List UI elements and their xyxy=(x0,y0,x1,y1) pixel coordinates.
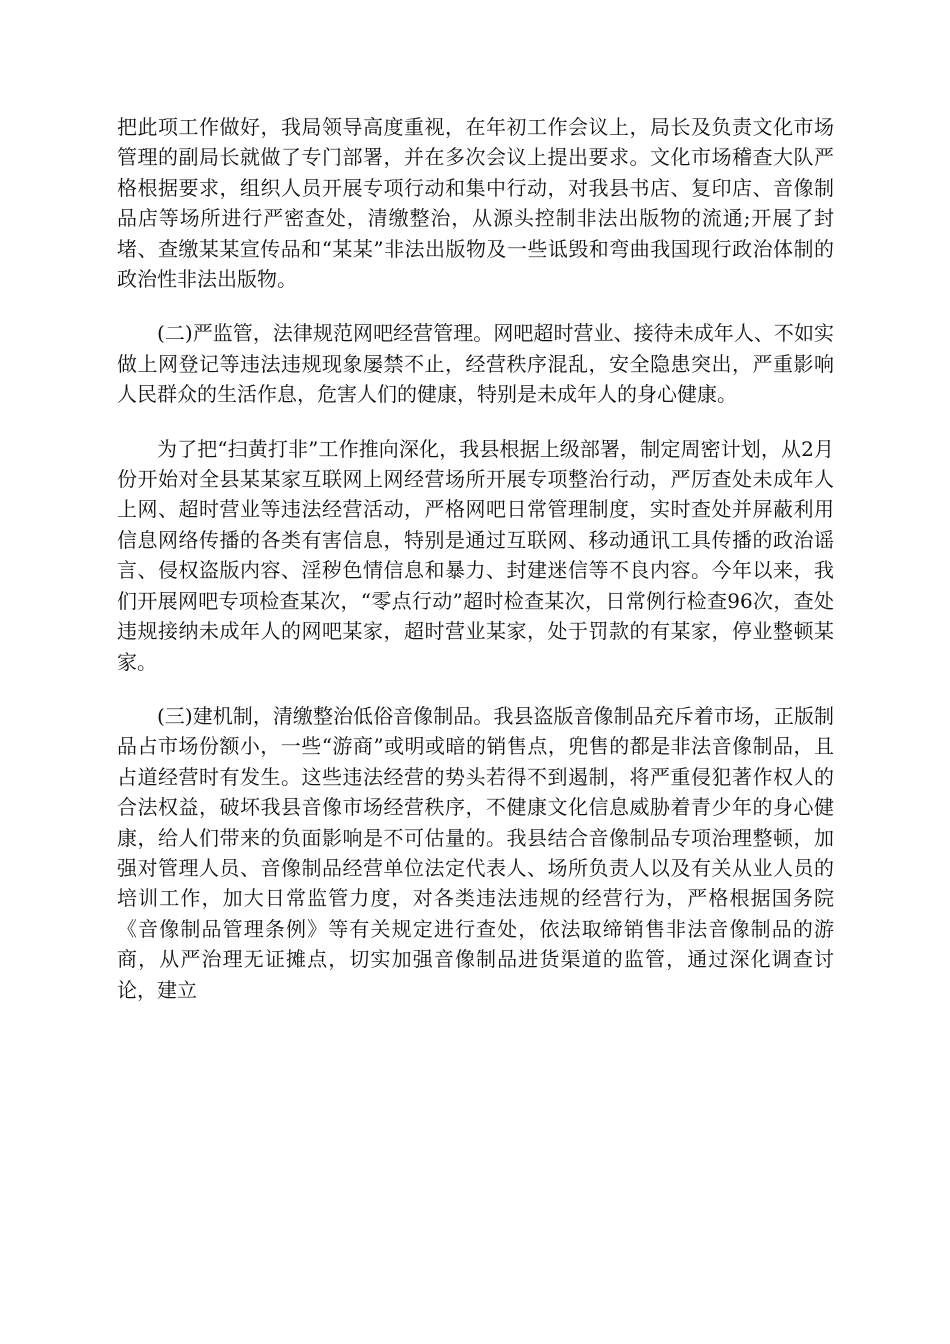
paragraph-internet-cafe-regulation: (二)严监管，法律规范网吧经营管理。网吧超时营业、接待未成年人、不如实做上网登记等违法违规现象屡禁不止，经营秩序混乱，安全隐患突出，严重影响人民群众的生活作息，危害人们的健康，特别是未成年人的身心健康。 xyxy=(117,321,834,407)
document-body xyxy=(117,112,834,1029)
paragraph-special-rectification: 为了把“扫黄打非”工作推向深化，我县根据上级部署，制定周密计划，从2月份开始对全县某某家互联网上网经营场所开展专项整治行动，严厉查处未成年人上网、超时营业等违法经营活动，严格网吧日常管理制度，实时查处并屏蔽利用信息网络传播的各类有害信息，特别是通过互联网、移动通讯工具传播的政治谣言、侵权盗版内容、淫秽色情信息和暴力、封建迷信等不良内容。今年以来，我们开展网吧专项检查某次，“零点行动”超时检查某次，日常例行检查96次，查处违规接纳未成年人的网吧某家，超时营业某家，处于罚款的有某家，停业整顿某家。 xyxy=(117,436,834,674)
paragraph-audio-video-products: (三)建机制，清缴整治低俗音像制品。我县盗版音像制品充斥着市场，正版制品占市场份额小，一些“游商”或明或暗的销售点，兜售的都是非法音像制品，且占道经营时有发生。这些违法经营的势头若得不到遏制，将严重侵犯著作权人的合法权益，破坏我县音像市场经营秩序，不健康文化信息威胁着青少年的身心健康，给人们带来的负面影响是不可估量的。我县结合音像制品专项治理整顿，加强对管理人员、音像制品经营单位法定代表人、场所负责人以及有关从业人员的培训工作，加大日常监管力度，对各类违法违规的经营行为，严格根据国务院《音像制品管理条例》等有关规定进行查处，依法取缔销售非法音像制品的游商，从严治理无证摊点，切实加强音像制品进货渠道的监管，通过深化调查讨论，建立 xyxy=(117,703,834,1002)
paragraph-continuation: 把此项工作做好，我局领导高度重视，在年初工作会议上，局长及负责文化市场管理的副局长就做了专门部署，并在多次会议上提出要求。文化市场稽查大队严格根据要求，组织人员开展专项行动和集中行动，对我县书店、复印店、音像制品店等场所进行严密查处，清缴整治，从源头控制非法出版物的流通;开展了封堵、查缴某某宣传品和“某某”非法出版物及一些诋毁和弯曲我国现行政治体制的政治性非法出版物。 xyxy=(117,115,834,292)
